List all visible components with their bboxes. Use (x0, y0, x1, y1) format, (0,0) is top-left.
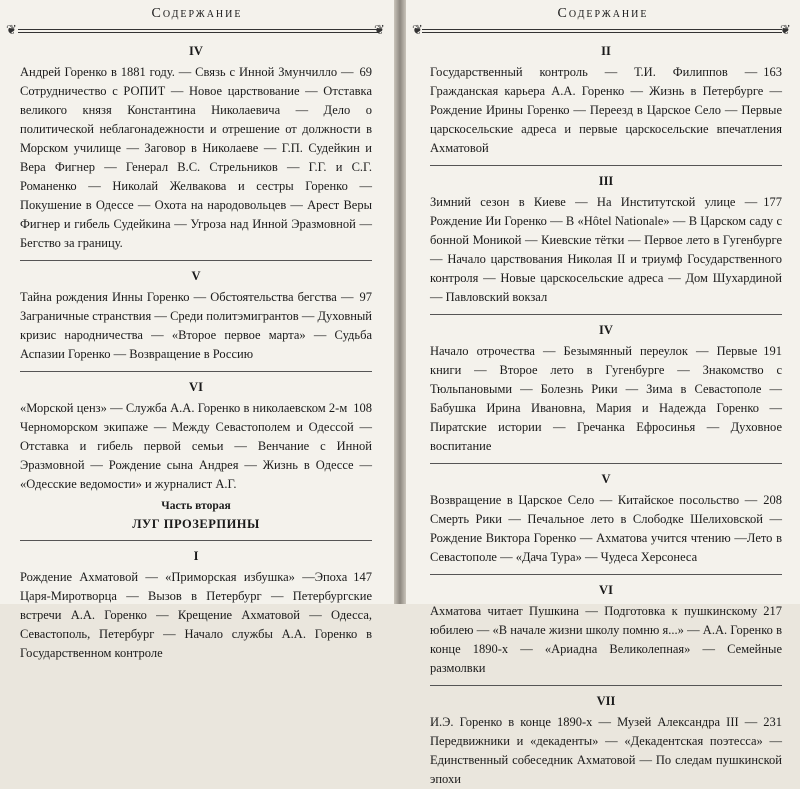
section-number: III (598, 174, 614, 188)
page-number: 147 (353, 570, 372, 584)
toc-entry-text: «Морской ценз» — Служба А.А. Горенко в николаевском 2-м Черноморском экипаже — Между Севастополем и Одессой — Отставка и гибель первой семьи — Венчание с Инной Эразмовной — Рождение сына Андрея — Жизнь в Одессе — «Одесские ведомости» и журналист А.Г. (20, 401, 372, 491)
page-number: 163 (763, 65, 782, 79)
divider (430, 165, 782, 166)
section-number: IV (189, 44, 203, 58)
toc-entry-text: Государственный контроль — Т.И. Филиппов — Гражданская карьера А.А. Горенко — Жизнь в Петербурге — Рождение Ирины Горенко — Переезд в Царское Село — Первые царскосельские адреса и первые царскосельские впечатления Ахматовой (430, 65, 782, 155)
ornament-icon: ❦ (374, 22, 385, 37)
toc-entry (430, 342, 782, 456)
toc-entry-text: Возвращение в Царское Село — Китайское посольство — Смерть Рики — Печальное лето в Слободке Шелиховской — Рождение Виктора Горенко — Ахматова учится чтению —Лето в Севастополе — «Дача Тура» — Чудеса Херсонеса (430, 493, 782, 564)
divider (20, 260, 372, 261)
right-page (406, 0, 800, 786)
section-number: V (601, 472, 611, 486)
page-number: 208 (763, 493, 782, 507)
toc-entry-text: И.Э. Горенко в конце 1890-х — Музей Александра III — Передвижники и «декаденты» — «Декадентская поэтесса» — Единственный собеседник Ахматовой — По следам пушкинской эпохи (430, 715, 782, 786)
ornament-icon: ❦ (780, 22, 791, 37)
divider (20, 540, 372, 541)
section-number: II (601, 44, 611, 58)
toc-entry (20, 63, 372, 253)
section-number: VII (596, 694, 616, 708)
ornament-icon: ❦ (6, 22, 17, 37)
page-number: 177 (763, 195, 782, 209)
section-number: V (191, 269, 201, 283)
divider (430, 314, 782, 315)
header-rule (18, 29, 378, 33)
book-gutter (394, 0, 406, 604)
toc-content (430, 42, 782, 789)
section-number: IV (599, 323, 613, 337)
toc-entry-text: Зимний сезон в Киеве — На Институтской улице — Рождение Ии Горенко — В «Hôtel Nationale» — В Царском саду с бонной Моникой — Киевские тётки — Первое лето в Гугенбурге — Начало царствования Николая II и триумф Государственного контроля — Новые царскосельские адреса — Дом Шухардиной — Павловский вокзал (430, 195, 782, 304)
part-title: ЛУГ ПРОЗЕРПИНЫ (132, 517, 260, 531)
page-number: 231 (763, 715, 782, 729)
toc-entry (20, 568, 372, 663)
part-label: Часть вторая (161, 500, 231, 512)
page-number: 217 (763, 604, 782, 618)
toc-entry-text: Андрей Горенко в 1881 году. — Связь с Инной Змунчилло — Сотрудничество с РОПИТ — Новое царствование — Отставка великого князя Константина Николаевича — Дело о политической неблагонадежности и отрешение от должности в Морском училище — Заговор в Николаеве — Г.П. Судейкин и Вера Фигнер — Генерал В.С. Стрельников — Г.Г. и С.Г. Романенко — Николай Желвакова и сестры Горенко — Покушение в Одессе — Охота на народовольцев — Арест Веры Фигнер и гибель Судейкина — Угроза над Инной Эразмовной — Бегство за границу. (20, 65, 372, 250)
toc-entry-text: Начало отрочества — Безымянный переулок — Первые книги — Второе лето в Гугенбурге — Знакомство с Тюльпановыми — Болезнь Рики — Зима в Севастополе — Бабушка Ирина Ивановна, Мария и Надежда Горенко — Пиратские истории — Гречанка Ефросинья — Духовное воспитание (430, 344, 782, 453)
page-number: 108 (353, 401, 372, 415)
running-header: Содержание (557, 6, 649, 21)
divider (20, 371, 372, 372)
toc-entry-text: Рождение Ахматовой — «Приморская избушка» —Эпоха Царя-Миротворца — Вызов в Петербург — Петербургские встречи А.А. Горенко — Крещение Ахматовой — Одесса, Севастополь, Петербург — Начало службы А.А. Горенко в Государственном контроле (20, 570, 372, 660)
page-number: 69 (359, 65, 372, 79)
toc-entry (430, 193, 782, 307)
toc-entry (430, 63, 782, 158)
divider (430, 685, 782, 686)
header-rule (422, 29, 782, 33)
ornament-icon: ❦ (412, 22, 423, 37)
toc-content (20, 42, 372, 663)
section-number: I (193, 549, 199, 563)
page-number: 191 (763, 344, 782, 358)
toc-entry (430, 602, 782, 678)
section-number: VI (189, 380, 203, 394)
left-page (0, 0, 394, 660)
page-number: 97 (359, 290, 372, 304)
section-number: VI (599, 583, 613, 597)
toc-entry-text: Тайна рождения Инны Горенко — Обстоятельства бегства — Заграничные странствия — Среди политэмигрантов — Духовный кризис народничества — «Второе первое марта» — Судьба Аспазии Горенко — Возвращение в Россию (20, 290, 372, 361)
toc-entry (430, 491, 782, 567)
toc-entry-text: Ахматова читает Пушкина — Подготовка к пушкинскому юбилею — «В начале жизни школу помню я...» — А.А. Горенко в конце 1890-х — «Ариадна Великолепная» — Семейные размолвки (430, 604, 782, 675)
toc-entry (20, 288, 372, 364)
running-header: Содержание (151, 6, 243, 21)
divider (430, 574, 782, 575)
divider (430, 463, 782, 464)
toc-entry (20, 399, 372, 494)
toc-entry (430, 713, 782, 789)
